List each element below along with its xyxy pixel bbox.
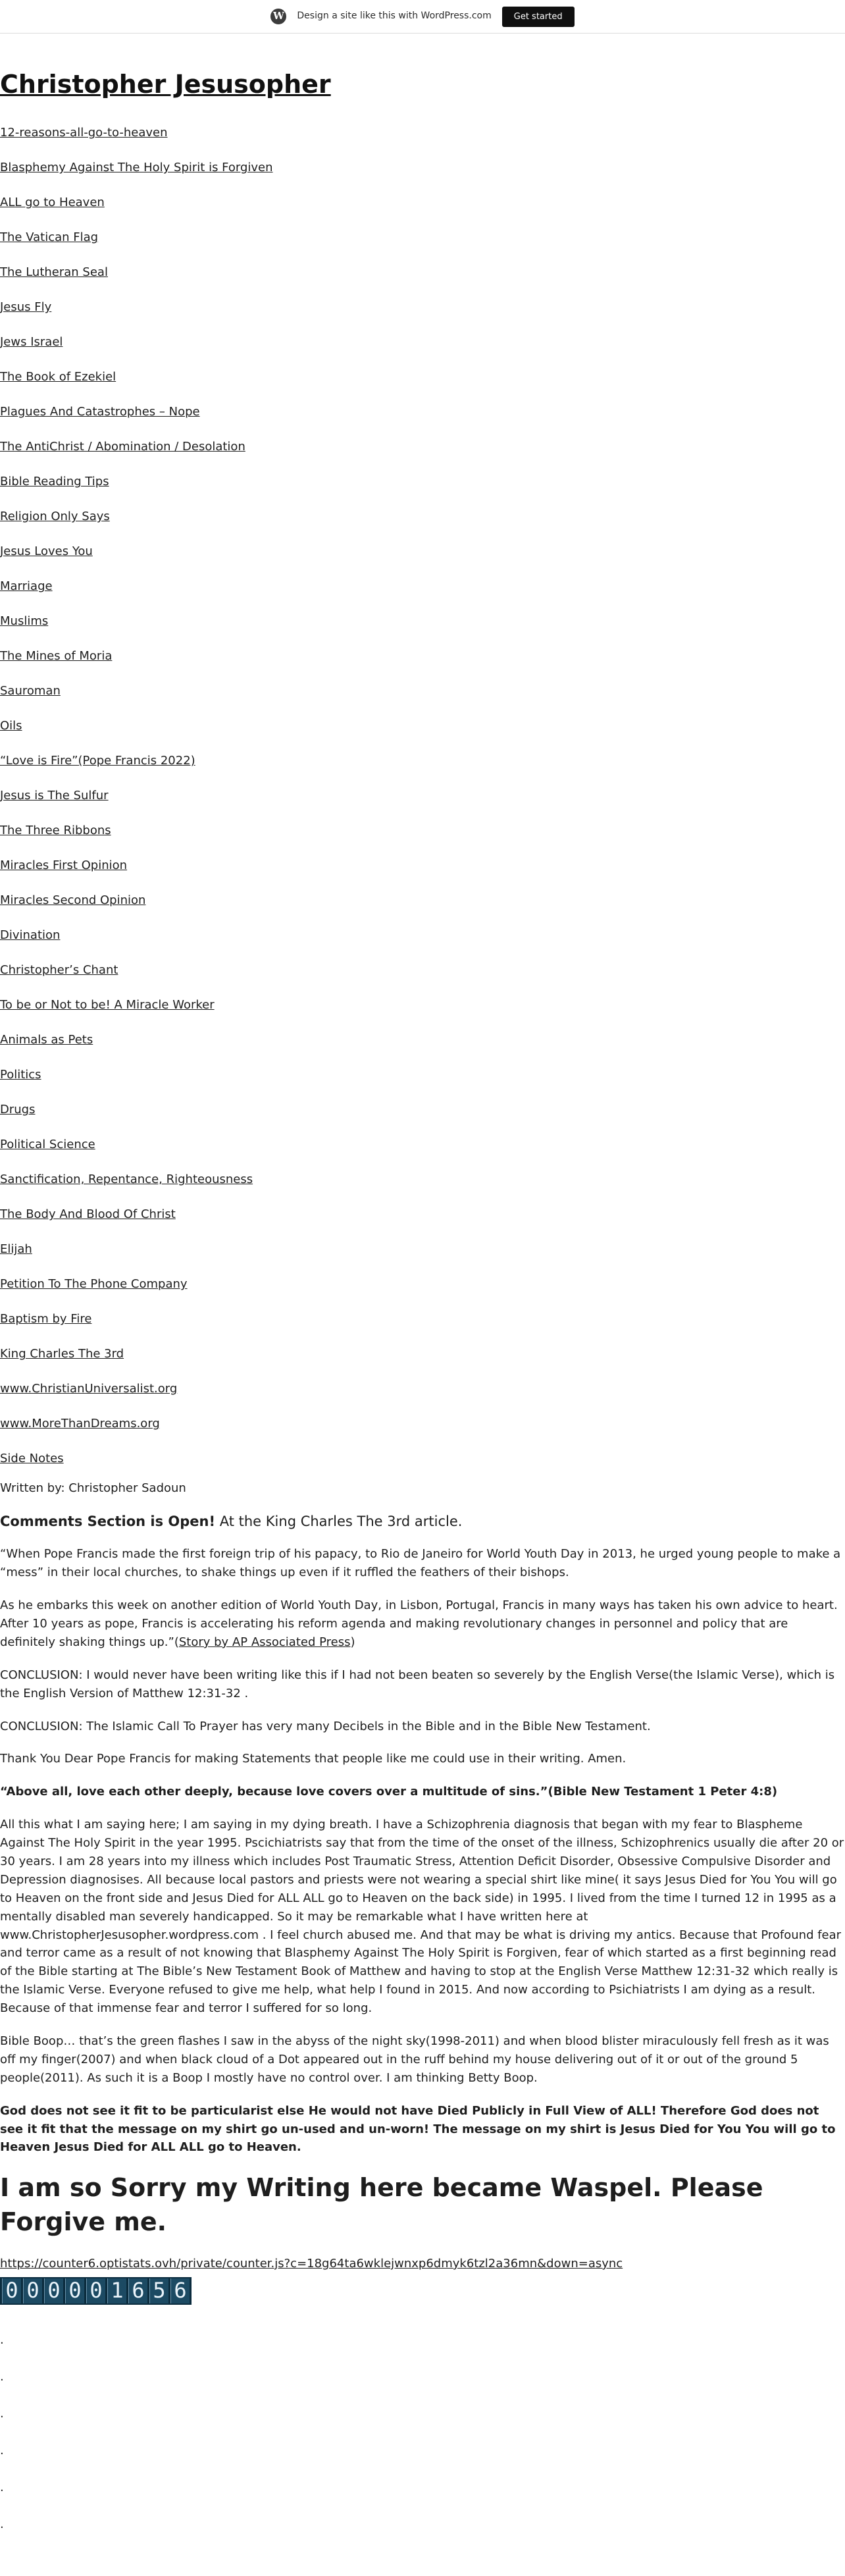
nav-item [0,151,845,186]
nav-item [0,1197,845,1232]
dot-item: . [0,2443,4,2458]
nav-link[interactable]: The Vatican Flag [0,230,99,245]
paragraph-conclusion-2: CONCLUSION: The Islamic Call To Prayer has very many Decibels in the Bible and in the Bible New Testament. [0,1719,651,1733]
nav-link[interactable]: Animals as Pets [0,1033,93,1047]
nav-link[interactable]: Jesus is The Sulfur [0,789,109,803]
nav-link[interactable]: Elijah [0,1242,32,1257]
nav-item [0,883,845,918]
dot-item: . [0,2406,4,2421]
nav-link[interactable]: “Love is Fire”(Pope Francis 2022) [0,754,195,768]
counter-digit: 5 [149,2278,168,2303]
nav-item [0,186,845,221]
comments-notice [0,1511,845,1533]
nav-item [0,430,845,465]
author-line: Written by: Christopher Sadoun [0,1481,186,1495]
nav-link[interactable]: The AntiChrist / Abomination / Desolation [0,440,245,454]
site-title[interactable]: Christopher Jesusopher [0,70,331,99]
nav-item [0,1093,845,1128]
nav-item [0,1372,845,1407]
counter-digit: 0 [86,2278,105,2303]
nav-link[interactable]: Miracles Second Opinion [0,893,146,908]
nav-item [0,779,845,814]
bible-quote: “Above all, love each other deeply, because love covers over a multitude of sins.”(Bible New Testament 1 Peter 4:8) [0,1785,778,1799]
nav-item [0,1407,845,1442]
nav-link[interactable]: Baptism by Fire [0,1312,92,1327]
nav-item [0,709,845,744]
page-navigation [0,116,845,1477]
nav-link[interactable]: Political Science [0,1138,95,1152]
nav-link[interactable]: Jesus Fly [0,300,52,315]
nav-item [0,1128,845,1163]
wordpress-promo-bar [0,0,845,34]
nav-link[interactable]: Religion Only Says [0,510,110,524]
nav-link[interactable]: Jesus Loves You [0,544,93,559]
nav-item [0,1337,845,1372]
visitor-counter [0,2277,192,2305]
ap-story-link[interactable]: Story by AP Associated Press [178,1635,351,1649]
nav-link[interactable]: Oils [0,719,22,733]
counter-digit: 0 [65,2278,84,2303]
nav-link[interactable]: www.ChristianUniversalist.org [0,1382,178,1396]
nav-link[interactable]: The Lutheran Seal [0,265,108,280]
nav-item [0,849,845,883]
counter-digit: 6 [128,2278,147,2303]
nav-item [0,639,845,674]
nav-link[interactable]: Divination [0,928,61,943]
wordpress-logo-icon[interactable]: W [270,9,286,24]
paragraph-lisbon-text: As he embarks this week on another edition of World Youth Day, in Lisbon, Portugal, Francis in many ways has taken his own advice to heart. After 10 years as pope, Francis is accelerating his reform agenda and making revolutionary changes in personnel and policy that are definitely shaking things up.”( [0,1598,838,1649]
apology-heading: I am so Sorry my Writing here became Waspel. Please Forgive me. [0,2173,763,2236]
nav-item [0,744,845,779]
counter-digit: 0 [23,2278,42,2303]
nav-item [0,814,845,849]
nav-item [0,395,845,430]
nav-item [0,918,845,953]
counter-digit: 1 [107,2278,126,2303]
comments-notice-bold: Comments Section is Open! [0,1513,216,1529]
counter-digit: 0 [2,2278,21,2303]
nav-item [0,569,845,604]
nav-link[interactable]: Sanctification, Repentance, Righteousness [0,1172,253,1187]
nav-link[interactable]: 12-reasons-all-go-to-heaven [0,126,168,140]
nav-link[interactable]: Miracles First Opinion [0,858,128,873]
nav-link[interactable]: The Three Ribbons [0,824,111,838]
nav-link[interactable]: Politics [0,1068,41,1082]
page-content [0,34,845,2552]
nav-item [0,1442,845,1477]
dot-item: . [0,2480,4,2494]
dot-item: . [0,2332,4,2347]
nav-link[interactable]: King Charles The 3rd [0,1347,124,1361]
nav-link[interactable]: ALL go to Heaven [0,196,105,210]
nav-link[interactable]: Sauroman [0,684,61,698]
nav-link[interactable]: www.MoreThanDreams.org [0,1417,160,1431]
nav-item [0,360,845,395]
nav-link[interactable]: The Book of Ezekiel [0,370,116,384]
nav-link[interactable]: Muslims [0,614,49,629]
nav-link[interactable]: Petition To The Phone Company [0,1277,188,1292]
dot-item: . [0,2517,4,2531]
nav-item [0,221,845,255]
nav-item [0,465,845,500]
nav-link[interactable]: Plagues And Catastrophes – Nope [0,405,200,419]
nav-link[interactable]: Blasphemy Against The Holy Spirit is Forgiven [0,161,273,175]
nav-item [0,953,845,988]
nav-link[interactable]: The Mines of Moria [0,649,113,664]
nav-item [0,988,845,1023]
nav-link[interactable]: Drugs [0,1103,36,1117]
counter-digit: 0 [44,2278,63,2303]
nav-item [0,500,845,535]
paragraph-lisbon-end: ) [350,1635,355,1649]
nav-link[interactable]: Jews Israel [0,335,63,350]
nav-item [0,255,845,290]
paragraph-pope-quote: “When Pope Francis made the first foreign trip of his papacy, to Rio de Janeiro for World Youth Day in 2013, he urged young people to make a “mess” in their local churches, to shake things up even if it ruffled the feathers of their bishops. [0,1547,841,1580]
nav-item [0,1302,845,1337]
promo-text: Design a site like this with WordPress.com [297,11,492,22]
paragraph-testimony: All this what I am saying here; I am saying in my dying breath. I have a Schizophrenia diagnosis that began with my fear to Blaspheme Against The Holy Spirit in the year 1995. Pscichiatrists say that from the time of the onset of the illness, Schizophrenics usually die after 20 or 30 years. I am 28 years into my illness which includes Post Traumatic Stress, Attention Deficit Disorder, Obsessive Compulsive Disorder and Depression diagnosises. All because local pastors and priests were not wearing a special shirt like mine( it says Jesus Died for You You will go to Heaven on the front side and Jesus Died for ALL ALL go to Heaven on the back side) in 1995. I lived from the time I turned 12 in 1995 as a mentally disabled man severely handicapped. So it may be remarkable what I have written here at www.ChristopherJesusopher.wordpress.com . I feel church abused me. And that may be what is driving my antics. Because that Profound fear and terror came as a result of not knowing that Blasphemy Against The Holy Spirit is Forgiven, fear of which started as a first beginning read of the Bible starting at The Bible’s New Testament Book of Matthew and having to stop at the English Verse Matthew 12:31-32 which really is the Islamic Verse. Everyone refused to give me help, what help I found in 2015. And now according to Psichiatrists I am dying as a result. Because of that immense fear and terror I suffered for so long. [0,1818,844,2016]
nav-item [0,604,845,639]
nav-item [0,1267,845,1302]
get-started-button[interactable]: Get started [502,7,575,27]
paragraph-thanks: Thank You Dear Pope Francis for making Statements that people like me could use in their writing. Amen. [0,1752,627,1766]
nav-item [0,116,845,151]
paragraph-bible-boop: Bible Boop… that’s the green flashes I saw in the abyss of the night sky(1998-2011) and when blood blister miraculously fell fresh as it was off my finger(2007) and when black cloud of a Dot appeared out in the ruff behind my house delivering out of it or out of the ground 5 people(2011). As such it is a Boop I mostly have no control over. I am thinking Betty Boop. [0,2034,829,2085]
nav-link[interactable]: The Body And Blood Of Christ [0,1207,176,1222]
nav-item [0,1058,845,1093]
dot-list [0,2331,845,2552]
nav-item [0,535,845,569]
nav-link[interactable]: Marriage [0,579,53,594]
nav-item [0,1023,845,1058]
counter-link[interactable]: https://counter6.optistats.ovh/private/counter.js?c=18g64ta6wklejwnxp6dmyk6tzl2a36mn&down=async [0,2256,623,2271]
dot-item: . [0,2369,4,2384]
nav-item [0,674,845,709]
nav-link[interactable]: Bible Reading Tips [0,475,109,489]
nav-link[interactable]: Side Notes [0,1452,64,1466]
nav-link[interactable]: Christopher’s Chant [0,963,118,978]
comments-notice-rest: At the King Charles The 3rd article. [215,1513,463,1529]
nav-item [0,290,845,325]
paragraph-shirt-message: God does not see it fit to be particularist else He would not have Died Publicly in Full View of ALL! Therefore God does not see it fit that the message on my shirt go un-used and un-worn! The message on my shirt is Jesus Died for You You will go to Heaven Jesus Died for ALL ALL go to Heaven. [0,2103,836,2155]
nav-link[interactable]: To be or Not to be! A Miracle Worker [0,998,215,1012]
nav-item [0,1163,845,1197]
nav-item [0,1232,845,1267]
paragraph-conclusion-1: CONCLUSION: I would never have been writing like this if I had not been beaten so severely by the English Verse(the Islamic Verse), which is the English Version of Matthew 12:31-32 . [0,1668,835,1700]
nav-item [0,325,845,360]
counter-digit: 6 [170,2278,190,2303]
paragraph-lisbon [0,1596,845,1652]
